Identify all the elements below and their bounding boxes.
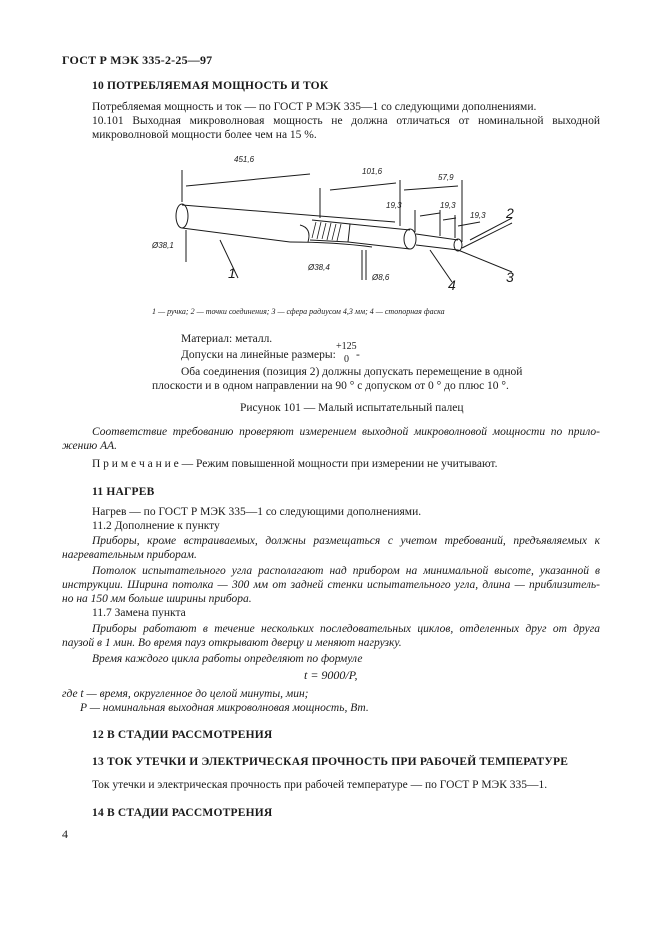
clause-11-2: 11.2 Дополнение к пункту	[92, 520, 220, 532]
clause-11-2-b1: Потолок испытательного угла располагают над прибором на минимальной высоте, указанной в	[92, 565, 600, 577]
callout-2: 2	[506, 205, 514, 221]
dim-19-3-b: 19,3	[440, 201, 456, 210]
figure-legend: 1 — ручка; 2 — точки соединения; 3 — сфера радиусом 4,3 мм; 4 — стопорная фаска	[152, 307, 445, 316]
compliance-note	[92, 456, 497, 473]
figure-tolerance-label: Допуски на линейные размеры:	[181, 349, 336, 361]
dim-451-6: 451,6	[234, 155, 255, 164]
section-10-title: 10 ПОТРЕБЛЯЕМАЯ МОЩНОСТЬ И ТОК	[92, 80, 329, 92]
compliance-line1: Соответствие требованию проверяют измерением выходной микроволновой мощности по прило-	[92, 426, 600, 438]
section-10-intro: Потребляемая мощность и ток — по ГОСТ Р МЭК 335—1 со следующими дополнениями.	[92, 101, 537, 113]
note-label: П р и м е ч а н и е	[92, 458, 179, 470]
figure-tolerance-suffix: -	[356, 349, 360, 361]
clause-11-7-b: Время каждого цикла работы определяют по формуле	[92, 653, 363, 665]
callout-1: 1	[228, 265, 236, 281]
section-13-text: Ток утечки и электрическая прочность при рабочей температуре — по ГОСТ Р МЭК 335—1.	[92, 779, 548, 791]
callout-4: 4	[448, 277, 456, 293]
clause-11-7-a2: паузой в 1 мин. Во время пауз открывают дверцу и меняют нагрузку.	[62, 637, 402, 649]
figure-joints-line1: Оба соединения (позиция 2) должны допускать перемещение в одной	[181, 366, 523, 378]
test-finger-drawing	[140, 150, 540, 300]
clause-11-2-a1: Приборы, кроме встраиваемых, должны размещаться с учетом требований, предъявляемых к	[92, 535, 600, 547]
figure-material: Материал: металл.	[181, 333, 273, 345]
paragraph-10-101-line2: микроволновой мощности более чем на 15 %.	[92, 129, 317, 141]
clause-11-7-a1: Приборы работают в течение нескольких последовательных циклов, отделенных друг от друга	[92, 623, 600, 635]
paragraph-10-101-line1: 10.101 Выходная микроволновая мощность не должна отличаться от номинальной выходной	[92, 115, 600, 127]
figure-title: Рисунок 101 — Малый испытательный палец	[240, 402, 464, 414]
section-12-title: 12 В СТАДИИ РАССМОТРЕНИЯ	[92, 729, 273, 741]
dim-19-3-a: 19,3	[386, 201, 402, 210]
formula-where-p: P — номинальная выходная микроволновая мощность, Вт.	[80, 702, 369, 714]
page-number: 4	[62, 827, 68, 841]
figure-tolerance-lower: 0	[344, 354, 349, 365]
handle-end-ellipse	[176, 204, 188, 228]
dim-diameter-8-6: Ø8,6	[372, 273, 390, 282]
handle-bottom-edge	[182, 228, 290, 242]
dim-diameter-38-1: Ø38,1	[152, 241, 174, 250]
figure-joints-line2: плоскости и в одном направлении на 90 ° с допуском от 0 ° до плюс 10 °.	[152, 380, 509, 392]
note-text: — Режим повышенной мощности при измерении не учитывают.	[178, 458, 498, 470]
section-14-title: 14 В СТАДИИ РАССМОТРЕНИЯ	[92, 807, 273, 819]
section-11-title: 11 НАГРЕВ	[92, 486, 155, 498]
dim-19-3-c: 19,3	[470, 211, 486, 220]
dim-101-6: 101,6	[362, 167, 383, 176]
formula-where-t: где t — время, округленное до целой минуты, мин;	[62, 688, 309, 700]
compliance-line2: жению АА.	[62, 440, 118, 452]
dim-57-9: 57,9	[438, 173, 454, 182]
clause-11-7: 11.7 Замена пункта	[92, 607, 186, 619]
handle-top-edge	[182, 205, 395, 222]
dim-diameter-38-4: Ø38,4	[308, 263, 330, 272]
figure-tolerance-upper: +125	[336, 341, 357, 352]
section-11-intro: Нагрев — по ГОСТ Р МЭК 335—1 со следующими дополнениями.	[92, 506, 422, 518]
clause-11-2-b2: инструкции. Ширина потолка — 300 мм от задней стенки испытательного угла, длина — приблизитель-	[62, 579, 600, 591]
callout-3: 3	[506, 269, 514, 285]
document-header: ГОСТ Р МЭК 335-2-25—97	[62, 53, 213, 67]
cycle-time-formula: t = 9000/P,	[304, 668, 358, 682]
clause-11-2-a2: нагревательным приборам.	[62, 549, 197, 561]
section-13-title: 13 ТОК УТЕЧКИ И ЭЛЕКТРИЧЕСКАЯ ПРОЧНОСТЬ ПРИ РАБОЧЕЙ ТЕМПЕРАТУРЕ	[92, 756, 569, 768]
clause-11-2-b3: но на 150 мм больше ширины прибора.	[62, 593, 252, 605]
